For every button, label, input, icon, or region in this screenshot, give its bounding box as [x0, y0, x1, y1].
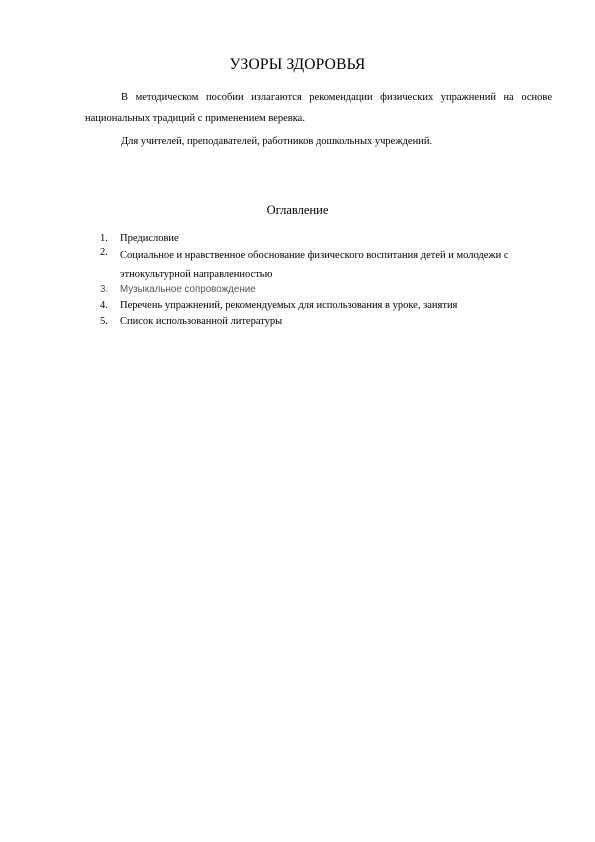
- toc-item-number: 2.: [100, 247, 108, 258]
- toc-item-text: Перечень упражнений, рекомендуемых для использования в уроке, занятия: [120, 300, 458, 311]
- toc-item: [100, 246, 540, 284]
- toc-item-number: 5.: [100, 316, 108, 327]
- toc-item: [100, 283, 540, 297]
- toc-item-text: Музыкальное сопровождение: [120, 284, 256, 295]
- toc-item-number: 3.: [100, 284, 109, 295]
- toc-item-text: Социальное и нравственное обоснование физического воспитания детей и молодежи с этнокультурной направленностью: [120, 250, 509, 280]
- toc-item-number: 4.: [100, 300, 108, 311]
- toc-item-text: Список использованной литературы: [120, 316, 283, 327]
- document-title: УЗОРЫ ЗДОРОВЬЯ: [229, 56, 366, 73]
- toc-item: [100, 315, 540, 329]
- toc-item: [100, 299, 540, 313]
- toc-item-text: Предисловие: [120, 233, 179, 244]
- table-of-contents: [100, 232, 540, 331]
- intro-paragraph: В методическом пособии излагаются рекомендации физических упражнений на основе национальных традиций с применением веревка.: [85, 92, 552, 124]
- audience-paragraph: Для учителей, преподавателей, работников дошкольных учреждений.: [121, 136, 433, 147]
- toc-item: [100, 232, 540, 246]
- toc-heading: Оглавление: [266, 203, 329, 217]
- toc-item-number: 1.: [100, 233, 108, 244]
